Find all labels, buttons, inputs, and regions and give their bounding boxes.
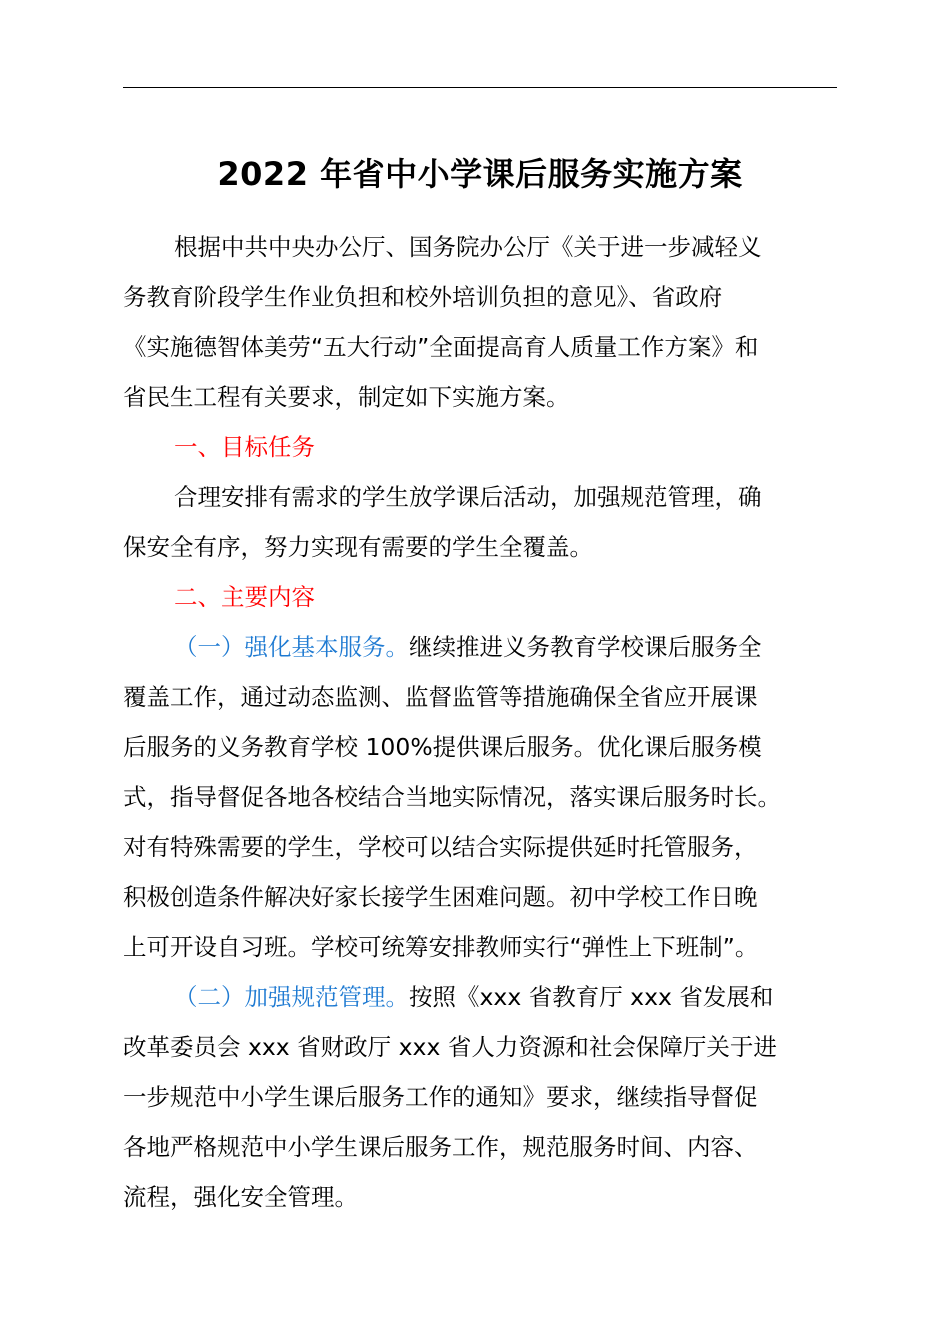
item1-line-6: 积极创造条件解决好家长接学生困难问题。初中学校工作日晚 (123, 883, 758, 911)
item2-label: （二）加强规范管理。 (174, 983, 409, 1011)
section-heading-goals: 一、目标任务 (174, 433, 315, 461)
item1-line-2: 覆盖工作，通过动态监测、监督监管等措施确保全省应开展课 (123, 683, 758, 711)
item1-label: （一）强化基本服务。 (174, 633, 409, 661)
intro-line-3: 《实施德智体美劳“五大行动”全面提高育人质量工作方案》和 (123, 333, 759, 361)
document-title: 2022 年省中小学课后服务实施方案 (217, 155, 743, 193)
item2-first-text: 按照《xxx 省教育厅 xxx 省发展和 (409, 983, 774, 1011)
item1-line-4: 式，指导督促各地各校结合当地实际情况，落实课后服务时长。 (123, 783, 781, 811)
section1-line-2: 保安全有序，努力实现有需要的学生全覆盖。 (123, 533, 593, 561)
intro-line-1: 根据中共中央办公厅、国务院办公厅《关于进一步减轻义 (174, 233, 762, 261)
section-heading-content: 二、主要内容 (174, 583, 315, 611)
section1-line-1: 合理安排有需求的学生放学课后活动，加强规范管理，确 (174, 483, 762, 511)
item1-first-text: 继续推进义务教育学校课后服务全 (409, 633, 762, 661)
intro-line-2: 务教育阶段学生作业负担和校外培训负担的意见》、省政府 (123, 283, 723, 311)
intro-line-4: 省民生工程有关要求，制定如下实施方案。 (123, 383, 570, 411)
item1-line-3: 后服务的义务教育学校 100%提供课后服务。优化课后服务模 (123, 733, 762, 761)
item1-first-line (174, 622, 837, 672)
item1-line-7: 上可开设自习班。学校可统筹安排教师实行“弹性上下班制”。 (123, 933, 759, 961)
header-rule (123, 87, 837, 88)
item2-line-3: 一步规范中小学生课后服务工作的通知》要求，继续指导督促 (123, 1083, 758, 1111)
item2-line-2: 改革委员会 xxx 省财政厅 xxx 省人力资源和社会保障厅关于进 (123, 1033, 777, 1061)
item2-first-line (174, 972, 837, 1022)
item1-line-5: 对有特殊需要的学生，学校可以结合实际提供延时托管服务， (123, 833, 758, 861)
item2-line-5: 流程，强化安全管理。 (123, 1183, 358, 1211)
item2-line-4: 各地严格规范中小学生课后服务工作，规范服务时间、内容、 (123, 1133, 758, 1161)
